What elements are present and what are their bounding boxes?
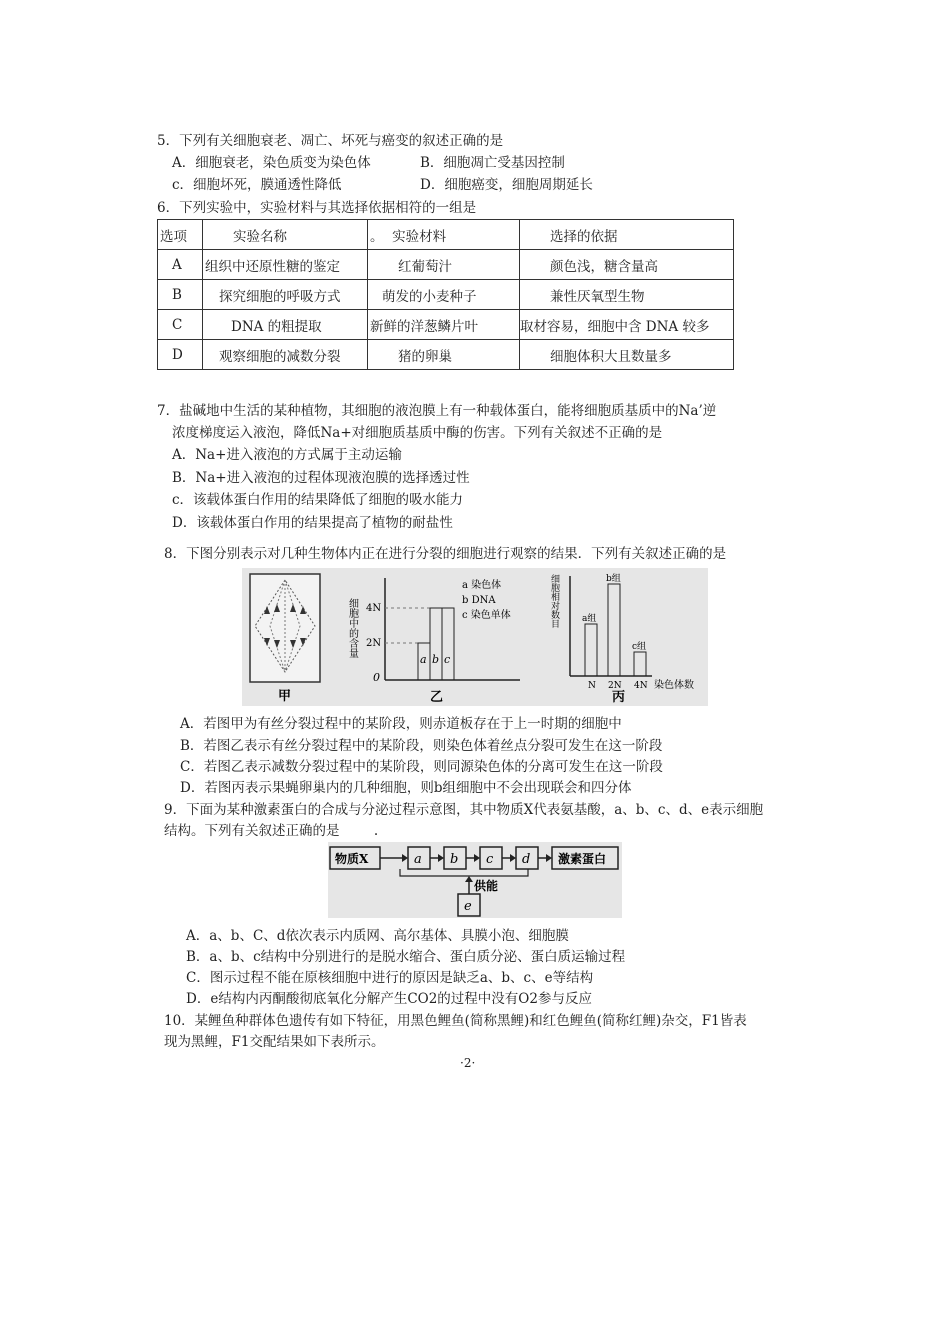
yi-tick-0: 0 [373,671,380,684]
yi-legend-b: b DNA [462,595,496,606]
q9-stem-line2: 结构。下列有关叙述正确的是 . [164,823,379,839]
table-cell: 观察细胞的减数分裂 [203,340,368,370]
bing-ylabel: 细胞相对数目 [549,574,559,628]
box-c-label: c [486,852,494,867]
q5-option-c: c．细胞坏死，膜通透性降低 [172,177,342,193]
jia-label: 甲 [278,689,292,704]
yi-tick-4n: 4N [366,603,382,614]
q6-stem: 6．下列实验中，实验材料与其选择依据相符的一组是 [157,200,477,216]
yi-legend-c: c 染色单体 [462,610,511,621]
arrow-head [402,854,408,862]
bing-bar-a [585,624,597,676]
table-cell: DNA 的粗提取 [203,310,368,340]
q9-figure [328,842,622,918]
q5-option-d: D．细胞癌变，细胞周期延长 [420,177,593,193]
q9-option-d: D．e结构内丙酮酸彻底氧化分解产生CO2的过程中没有O2参与反应 [186,991,592,1007]
yi-legend-a: a 染色体 [462,580,502,591]
arrow-head [438,854,444,862]
table-cell: 取材容易，细胞中含 DNA 较多 [520,310,734,340]
page-number: ·2· [460,1056,476,1070]
q7-option-d: D．该载体蛋白作用的结果提高了植物的耐盐性 [172,515,453,531]
q9-option-b: B．a、b、c结构中分别进行的是脱水缩合、蛋白质分泌、蛋白质运输过程 [186,949,626,965]
q8-option-b: B．若图乙表示有丝分裂过程中的某阶段，则染色体着丝点分裂可发生在这一阶段 [180,738,663,754]
box-d-label: d [522,852,531,867]
yi-label: 乙 [430,690,444,705]
box-e-label: e [464,899,472,914]
table-cell: A [158,250,203,280]
energy-label: 供能 [474,879,499,893]
arrow-head [474,854,480,862]
yi-bar-a-label: a [420,653,427,666]
box-a-label: a [414,852,422,867]
q8-figure [242,568,708,706]
table-row [158,280,734,310]
yi-bar-b-label: b [432,653,440,666]
q9-stem-line1: 9．下面为某种激素蛋白的合成与分泌过程示意图，其中物质X代表氨基酸，a、b、c、d、e表示细胞 [164,802,764,818]
q8-figure-svg [242,568,708,706]
bing-bar-c [634,652,646,676]
table-header-cell: 选项 [158,220,203,250]
table-cell: B [158,280,203,310]
table-cell: 兼性厌氧型生物 [520,280,734,310]
arrow-head [546,854,552,862]
q6-table [157,219,734,370]
table-cell: 新鲜的洋葱鳞片叶 [368,310,520,340]
q5-option-b: B．细胞凋亡受基因控制 [420,155,565,171]
q5-stem: 5．下列有关细胞衰老、凋亡、坏死与癌变的叙述正确的是 [157,133,504,149]
q8-option-c: C．若图乙表示减数分裂过程中的某阶段，则同源染色体的分离可发生在这一阶段 [180,759,663,775]
table-row [158,340,734,370]
table-row [158,250,734,280]
table-header-cell: 选择的依据 [520,220,734,250]
bing-group-b-label: b组 [606,574,621,584]
table-cell: D [158,340,203,370]
q8-stem: 8．下图分别表示对几种生物体内正在进行分裂的细胞进行观察的结果．下列有关叙述正确的是 [164,546,727,562]
q10-stem-line1: 10．某鲤鱼种群体色遗传有如下特征，用黑色鲤鱼(简称黑鲤)和红色鲤鱼(简称红鲤)杂交，F1皆表 [164,1013,747,1029]
q7-option-c: c．该载体蛋白作用的结果降低了细胞的吸水能力 [172,492,464,508]
bing-xlabel: 染色体数 [654,680,694,691]
q7-stem-line1: 7．盐碱地中生活的某种植物，其细胞的液泡膜上有一种载体蛋白，能将细胞质基质中的Na’逆 [157,403,717,419]
q7-option-a: A．Na+进入液泡的方式属于主动运输 [172,447,402,463]
table-cell: 颜色浅，糖含量高 [520,250,734,280]
table-cell: 探究细胞的呼吸方式 [203,280,368,310]
bing-group-c-label: c组 [632,642,647,652]
bing-group-a-label: a组 [582,614,597,624]
q9-figure-svg [328,842,622,918]
substance-x-label: 物质X [335,852,369,866]
bing-xtick-4n: 4N [634,681,648,691]
box-b-label: b [450,852,459,867]
bing-bar-b [608,584,620,676]
table-header-cell: 实验名称 [203,220,368,250]
q10-stem-line2: 现为黑鲤，F1交配结果如下表所示。 [164,1034,385,1050]
table-header-cell: 。 实验材料 [368,220,520,250]
q5-option-a: A．细胞衰老，染色质变为染色体 [172,155,371,171]
bing-xtick-2n: 2N [608,681,622,691]
table-row [158,310,734,340]
yi-bar-b [430,608,442,680]
q7-option-b: B．Na+进入液泡的过程体现液泡膜的选择透过性 [172,470,470,486]
q8-option-d: D．若图丙表示果蝇卵巢内的几种细胞，则b组细胞中不会出现联会和四分体 [180,780,632,796]
q9-option-a: A．a、b、C、d依次表示内质网、高尔基体、具膜小泡、细胞膜 [186,928,569,944]
bracket [400,869,528,876]
hormone-protein-label: 激素蛋白 [558,852,607,866]
yi-ylabel: 细胞中的含量 [346,598,358,658]
q7-stem-line2: 浓度梯度运入液泡，降低Na+对细胞质基质中酶的伤害。下列有关叙述不正确的是 [172,425,663,441]
yi-bar-c [442,608,454,680]
yi-bar-c-label: c [444,653,451,666]
table-cell: 红葡萄汁 [368,250,520,280]
yi-tick-2n: 2N [366,638,382,649]
table-cell: 猪的卵巢 [368,340,520,370]
bing-label: 丙 [612,690,626,705]
energy-arrow-head [465,876,473,882]
arrow-head [510,854,516,862]
q9-option-c: C．图示过程不能在原核细胞中进行的原因是缺乏a、b、c、e等结构 [186,970,594,986]
q8-option-a: A．若图甲为有丝分裂过程中的某阶段，则赤道板存在于上一时期的细胞中 [180,716,622,732]
table-cell: C [158,310,203,340]
table-cell: 组织中还原性糖的鉴定 [203,250,368,280]
table-header-row [158,220,734,250]
table-cell: 细胞体积大且数量多 [520,340,734,370]
bing-xtick-n: N [588,681,596,691]
table-cell: 萌发的小麦种子 [368,280,520,310]
